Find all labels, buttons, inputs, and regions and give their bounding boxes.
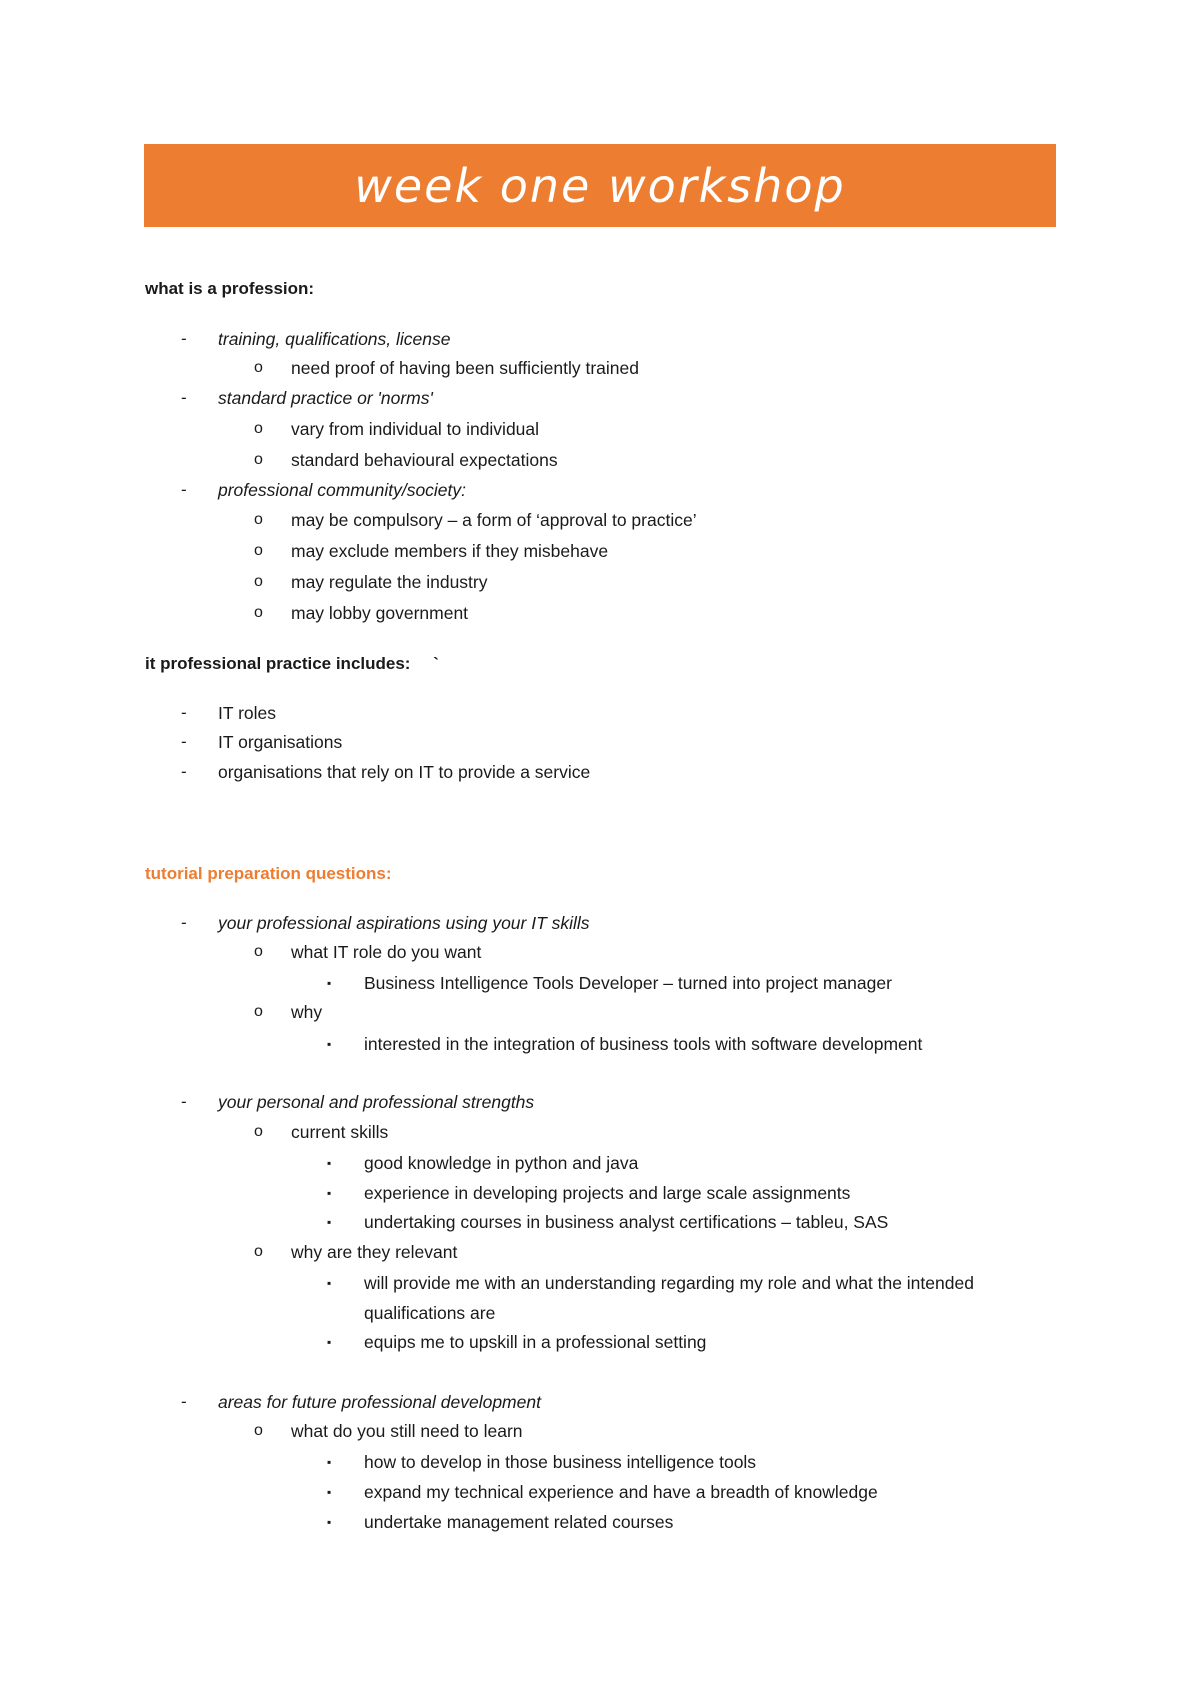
circle-bullet: o [254, 542, 263, 559]
list-item: why are they relevant [291, 1242, 458, 1262]
list-item: professional community/society: [218, 480, 467, 500]
circle-bullet: o [254, 1422, 263, 1439]
list-item: interested in the integration of business tools with software development [364, 1034, 923, 1054]
dash-bullet: - [181, 762, 187, 781]
stray-character: ` [433, 654, 439, 673]
dash-bullet: - [181, 732, 187, 751]
page-title: week one workshop [354, 158, 846, 213]
heading-text: it professional practice includes: [145, 654, 411, 673]
list-item: IT organisations [218, 732, 343, 752]
circle-bullet: o [254, 573, 263, 590]
list-item: training, qualifications, license [218, 329, 451, 349]
list-item: current skills [291, 1122, 389, 1142]
list-item: expand my technical experience and have a breadth of knowledge [364, 1482, 878, 1502]
square-bullet: ▪ [327, 1276, 332, 1290]
list-item: may exclude members if they misbehave [291, 541, 609, 561]
list-item: your professional aspirations using your IT skills [218, 913, 590, 933]
circle-bullet: o [254, 420, 263, 437]
circle-bullet: o [254, 1123, 263, 1140]
title-banner [144, 144, 1056, 227]
dash-bullet: - [181, 913, 187, 932]
circle-bullet: o [254, 359, 263, 376]
list-item: what IT role do you want [291, 942, 482, 962]
list-item: what do you still need to learn [291, 1421, 523, 1441]
square-bullet: ▪ [327, 1215, 332, 1229]
list-item: may lobby government [291, 603, 469, 623]
section-heading-tutorial: tutorial preparation questions: [145, 864, 392, 883]
square-bullet: ▪ [327, 1186, 332, 1200]
list-item: will provide me with an understanding regarding my role and what the intended qualifications are [364, 1273, 974, 1323]
circle-bullet: o [254, 1003, 263, 1020]
list-item: may be compulsory – a form of ‘approval to practice’ [291, 510, 697, 530]
list-item: how to develop in those business intelligence tools [364, 1452, 757, 1472]
dash-bullet: - [181, 329, 187, 348]
square-bullet: ▪ [327, 1156, 332, 1170]
section-heading-profession: what is a profession: [145, 279, 315, 298]
circle-bullet: o [254, 1243, 263, 1260]
square-bullet: ▪ [327, 1515, 332, 1529]
section-heading-practice [145, 654, 439, 674]
list-item: organisations that rely on IT to provide a service [218, 762, 591, 782]
list-item: equips me to upskill in a professional setting [364, 1332, 707, 1352]
dash-bullet: - [181, 703, 187, 722]
square-bullet: ▪ [327, 1455, 332, 1469]
list-item: your personal and professional strengths [218, 1092, 535, 1112]
dash-bullet: - [181, 480, 187, 499]
list-item: undertaking courses in business analyst certifications – tableu, SAS [364, 1212, 889, 1232]
circle-bullet: o [254, 511, 263, 528]
dash-bullet: - [181, 388, 187, 407]
list-item: standard behavioural expectations [291, 450, 558, 470]
square-bullet: ▪ [327, 1037, 332, 1051]
list-item: areas for future professional development [218, 1392, 541, 1412]
list-item: experience in developing projects and large scale assignments [364, 1183, 851, 1203]
circle-bullet: o [254, 604, 263, 621]
list-item: undertake management related courses [364, 1512, 674, 1532]
square-bullet: ▪ [327, 1335, 332, 1349]
list-item: need proof of having been sufficiently trained [291, 358, 639, 378]
circle-bullet: o [254, 451, 263, 468]
list-item: good knowledge in python and java [364, 1153, 639, 1173]
square-bullet: ▪ [327, 1485, 332, 1499]
list-item: Business Intelligence Tools Developer – turned into project manager [364, 973, 892, 993]
list-item: IT roles [218, 703, 277, 723]
list-item: may regulate the industry [291, 572, 488, 592]
list-item: why [291, 1002, 323, 1022]
list-item: standard practice or 'norms' [218, 388, 433, 408]
square-bullet: ▪ [327, 976, 332, 990]
circle-bullet: o [254, 943, 263, 960]
list-item: vary from individual to individual [291, 419, 540, 439]
dash-bullet: - [181, 1392, 187, 1411]
dash-bullet: - [181, 1092, 187, 1111]
